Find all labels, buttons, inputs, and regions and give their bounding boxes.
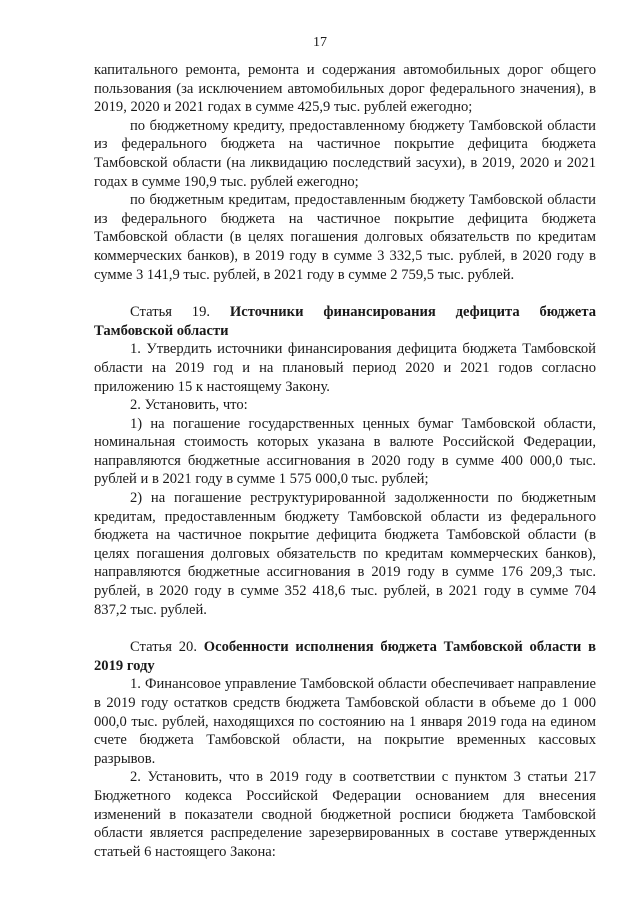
article-19-heading (94, 303, 596, 340)
article-19-label: Статья 19. (130, 304, 211, 321)
article-19-subitem-2: 2) на погашение реструктурированной задолженности по бюджетным кредитам, предоставленным бюджету Тамбовской области из федерального бюджета на частичное покрытие дефицита бюджета Тамбовской области (в целях погашения долговых обязательств по кредитам коммерческих банков), направляются бюджетные ассигнования в 2019 году в сумме 176 209,3 тыс. рублей, в 2020 году в сумме 352 418,6 тыс. рублей, в 2021 году в сумме 704 837,2 тыс. рублей. (94, 490, 596, 618)
paragraph-budget-credit: по бюджетному кредиту, предоставленному бюджету Тамбовской области из федерального бюджета на частичное покрытие дефицита бюджета Тамбовской области (на ликвидацию последствий засухи), в 2019, 2020 и 2021 годах в сумме 190,9 тыс. рублей ежегодно; (94, 117, 596, 190)
paragraph-budget-credits: по бюджетным кредитам, предоставленным бюджету Тамбовской области из федерального бюджета на частичное покрытие дефицита бюджета Тамбовской области (в целях погашения долговых обязательств по кредитам коммерческих банков), в 2019 году в сумме 3 332,5 тыс. рублей, в 2020 году в сумме 3 141,9 тыс. рублей, в 2021 году в сумме 2 759,5 тыс. рублей. (94, 192, 596, 283)
article-19-subitem-1: 1) на погашение государственных ценных бумаг Тамбовской области, номинальная стоимость которых указана в валюте Российской Федерации, направляются бюджетные ассигнования в 2020 году в сумме 400 000,0 тыс. рублей и в 2021 году в сумме 1 575 000,0 тыс. рублей; (94, 415, 596, 488)
article-20-item-2: 2. Установить, что в 2019 году в соответствии с пунктом 3 статьи 217 Бюджетного кодекса Российской Федерации основанием для внесения изменений в показатели сводной бюджетной росписи бюджета Тамбовской области является распределение зарезервированных в составе утвержденных статьей 6 настоящего Закона: (94, 769, 596, 860)
paragraph-continuation: капитального ремонта, ремонта и содержания автомобильных дорог общего пользования (за исключением автомобильных дорог федерального значения), в 2019, 2020 и 2021 годах в сумме 425,9 тыс. рублей ежегодно; (94, 62, 596, 116)
article-20-label: Статья 20. (130, 639, 197, 656)
page-number: 17 (313, 35, 327, 50)
article-19-item-1: 1. Утвердить источники финансирования дефицита бюджета Тамбовской области на 2019 год и на плановый период 2020 и 2021 годов согласно приложению 15 к настоящему Закону. (94, 341, 596, 395)
article-20-title: Особенности исполнения бюджета Тамбовской области в 2019 году (94, 639, 596, 674)
article-19-item-2: 2. Установить, что: (130, 397, 248, 414)
article-20-heading (94, 638, 596, 675)
document-body (94, 61, 596, 861)
article-19-title: Источники финансирования дефицита бюджета Тамбовской области (94, 304, 596, 339)
article-20-item-1: 1. Финансовое управление Тамбовской области обеспечивает направление в 2019 году остатков средств бюджета Тамбовской области в объеме до 1 000 000,0 тыс. рублей, находящихся по состоянию на 1 января 2019 года на едином счете бюджета Тамбовской области, на покрытие временных кассовых разрывов. (94, 676, 596, 767)
